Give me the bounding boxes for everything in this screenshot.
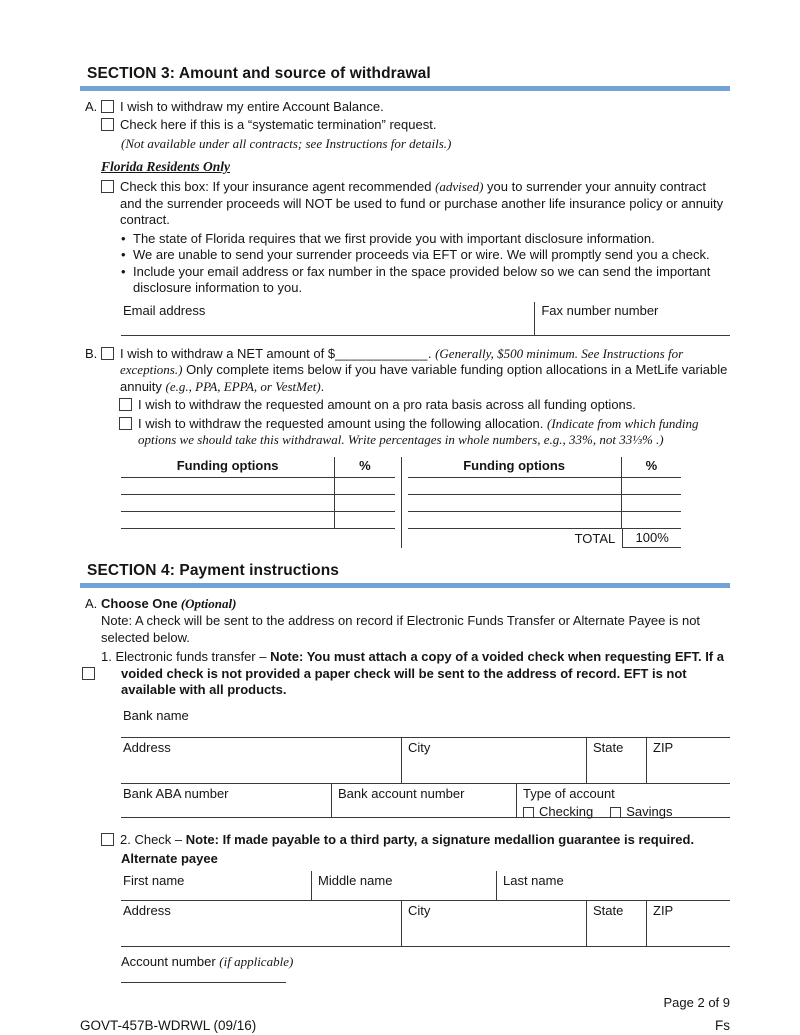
eft-checkbox[interactable] xyxy=(82,667,95,680)
item-b xyxy=(80,346,730,549)
payee-address-row xyxy=(121,901,730,947)
section-3 xyxy=(80,64,730,548)
pro-rata-checkbox[interactable] xyxy=(119,398,132,411)
total-percent: 100% xyxy=(623,529,681,548)
bank-address-field[interactable] xyxy=(121,738,401,783)
section-3-title: SECTION 3: Amount and source of withdrawal xyxy=(87,65,431,82)
funding-row xyxy=(408,478,682,495)
last-name-label: Last name xyxy=(503,872,564,888)
florida-checkbox[interactable] xyxy=(101,180,114,193)
choose-one-label: Choose One xyxy=(101,595,178,611)
form-content xyxy=(80,64,730,1034)
item-a xyxy=(80,99,730,336)
funding-row xyxy=(121,478,395,495)
address-label: Address xyxy=(123,902,171,918)
entire-balance-label: I wish to withdraw my entire Account Balance. xyxy=(120,98,384,114)
florida-bullet-3: • Include your email address or fax number in the space provided below so we can send the important disclosure information to you. xyxy=(121,264,730,297)
florida-residents-heading: Florida Residents Only xyxy=(101,159,231,175)
funding-option-cell[interactable] xyxy=(121,478,335,494)
systematic-termination-option xyxy=(101,117,730,134)
bank-aba-label: Bank ABA number xyxy=(123,785,229,801)
zip-label: ZIP xyxy=(653,739,674,755)
state-label: State xyxy=(593,739,624,755)
item-a-payment xyxy=(80,596,730,984)
contact-fields-row xyxy=(121,302,730,336)
bank-city-field[interactable] xyxy=(401,738,586,783)
funding-option-cell[interactable] xyxy=(408,495,622,511)
check-payment-checkbox[interactable] xyxy=(101,833,114,846)
systematic-termination-label: Check here if this is a “systematic termination” request. xyxy=(120,117,437,133)
allocation-checkbox[interactable] xyxy=(119,417,132,430)
percent-header: % xyxy=(645,457,658,473)
percent-cell[interactable] xyxy=(622,495,681,511)
bank-aba-field[interactable] xyxy=(121,784,331,817)
choose-one-line xyxy=(101,596,730,613)
funding-row xyxy=(121,512,395,529)
bank-name-field[interactable] xyxy=(121,708,730,738)
check-payment-bold-note: Note: If made payable to a third party, a signature medallion guarantee is required. xyxy=(185,831,695,847)
funding-table-left xyxy=(121,457,395,549)
net-amount-text-3: Only complete items below if you have variable funding option allocations in a MetLife variable annuity xyxy=(120,362,728,394)
payee-zip-field[interactable] xyxy=(646,901,730,946)
net-amount-italic-1: (Generally, $500 minimum. See Instructions for exceptions.) xyxy=(120,345,684,378)
florida-bullets xyxy=(121,231,730,297)
section-3-accent-bar xyxy=(80,86,730,91)
florida-text-2: you to surrender your annuity contract and the surrender proceeds will NOT be used to fund or purchase another life insurance policy or annuity contract. xyxy=(120,179,724,228)
total-label: TOTAL xyxy=(408,529,624,548)
funding-option-cell[interactable] xyxy=(408,512,622,528)
state-label: State xyxy=(593,902,624,918)
middle-name-label: Middle name xyxy=(318,872,393,888)
net-amount-label xyxy=(120,346,730,396)
account-number-italic: (if applicable) xyxy=(219,953,294,969)
item-b-letter: B. xyxy=(85,345,98,361)
funding-row xyxy=(408,495,682,512)
eft-text: 1. Electronic funds transfer – xyxy=(101,649,271,665)
percent-cell[interactable] xyxy=(622,478,681,494)
bank-numbers-row xyxy=(121,784,730,818)
pro-rata-label: I wish to withdraw the requested amount on a pro rata basis across all funding options. xyxy=(138,397,636,413)
email-address-label: Email address xyxy=(123,302,206,318)
account-number-field[interactable] xyxy=(121,970,286,983)
eft-label xyxy=(101,649,730,699)
fax-number-label: Fax number number xyxy=(541,302,659,318)
checking-checkbox[interactable] xyxy=(523,807,534,818)
payee-first-name-field[interactable] xyxy=(121,871,311,900)
allocation-label xyxy=(138,416,730,449)
savings-label: Savings xyxy=(626,804,673,820)
section-4-title: SECTION 4: Payment instructions xyxy=(87,562,340,580)
florida-text-italic: (advised) xyxy=(435,179,484,195)
net-amount-text-2: . xyxy=(427,345,436,361)
payee-state-field[interactable] xyxy=(586,901,646,946)
optional-label: (Optional) xyxy=(177,595,237,611)
account-type-field xyxy=(516,784,730,820)
city-label: City xyxy=(408,739,431,755)
page-footer xyxy=(80,1017,730,1034)
bank-name-label: Bank name xyxy=(123,707,189,723)
email-address-field[interactable] xyxy=(121,302,534,335)
funding-option-cell[interactable] xyxy=(408,478,622,494)
bank-address-row xyxy=(121,738,730,784)
funding-total-row xyxy=(408,529,682,548)
bank-zip-field[interactable] xyxy=(646,738,730,783)
net-amount-text-4: . xyxy=(320,378,325,394)
percent-cell[interactable] xyxy=(335,478,394,494)
entire-balance-checkbox[interactable] xyxy=(101,100,114,113)
savings-checkbox[interactable] xyxy=(610,807,621,818)
item-a-payment-letter: A. xyxy=(85,595,98,611)
zip-label: ZIP xyxy=(653,902,674,918)
florida-bullet-1: • The state of Florida requires that we first provide you with important disclosure information. xyxy=(121,231,730,248)
funding-table-right-header xyxy=(408,457,682,479)
allocation-option xyxy=(119,416,730,449)
allocation-text: I wish to withdraw the requested amount using the following allocation. xyxy=(138,415,548,431)
net-amount-italic-2: (e.g., PPA, EPPA, or VestMet) xyxy=(165,378,321,394)
funding-table-left-header xyxy=(121,457,395,479)
account-type-label: Type of account xyxy=(523,785,615,801)
funding-table-right xyxy=(408,457,682,549)
item-a-letter: A. xyxy=(85,98,98,114)
eft-option xyxy=(101,649,730,699)
check-payment-text: 2. Check – xyxy=(120,831,186,847)
pro-rata-option xyxy=(119,397,730,414)
funding-option-cell[interactable] xyxy=(121,512,335,528)
checking-label: Checking xyxy=(539,804,594,820)
florida-option xyxy=(101,179,730,229)
net-amount-text-1: I wish to withdraw a NET amount of $ xyxy=(120,345,336,361)
funding-options-table xyxy=(121,457,681,549)
funding-row xyxy=(408,512,682,529)
percent-cell[interactable] xyxy=(622,512,681,528)
payee-name-row xyxy=(121,871,730,901)
funding-option-cell[interactable] xyxy=(121,495,335,511)
percent-cell[interactable] xyxy=(335,512,394,528)
percent-header: % xyxy=(359,457,371,473)
footer-code: Fs xyxy=(715,1017,730,1033)
check-payment-option xyxy=(101,832,730,849)
bank-state-field[interactable] xyxy=(586,738,646,783)
florida-text-1: Check this box: If your insurance agent recommended xyxy=(120,179,436,195)
payment-note: Note: A check will be sent to the address on record if Electronic Funds Transfer or Alternate Payee is not selected below. xyxy=(101,613,701,645)
address-label: Address xyxy=(123,739,171,755)
city-label: City xyxy=(408,902,431,918)
net-amount-blank[interactable]: ____________ xyxy=(335,345,428,361)
alternate-payee-heading: Alternate payee xyxy=(121,851,218,867)
account-number-label-line xyxy=(121,954,730,971)
section-4-accent-bar xyxy=(80,583,730,588)
first-name-label: First name xyxy=(123,872,185,888)
net-amount-option xyxy=(101,346,730,396)
check-payment-label xyxy=(120,832,730,849)
systematic-termination-note: (Not available under all contracts; see Instructions for details.) xyxy=(121,135,452,151)
allocation-text-italic: (Indicate from which funding options we should take this withdrawal. Write percentages in whole numbers, e.g., 33%, not 33⅓% .) xyxy=(138,415,699,448)
payee-last-name-field[interactable] xyxy=(496,871,730,900)
net-amount-checkbox[interactable] xyxy=(101,347,114,360)
payee-middle-name-field[interactable] xyxy=(311,871,496,900)
florida-bullet-2: • We are unable to send your surrender proceeds via EFT or wire. We will promptly send you a check. xyxy=(121,247,730,264)
page-number: Page 2 of 9 xyxy=(663,995,730,1011)
funding-options-header: Funding options xyxy=(121,457,335,478)
fax-number-field[interactable] xyxy=(534,302,730,335)
systematic-termination-checkbox[interactable] xyxy=(101,118,114,131)
bank-account-field[interactable] xyxy=(331,784,516,817)
account-type-options xyxy=(523,804,726,821)
account-number-label: Account number xyxy=(121,953,220,969)
funding-table-divider xyxy=(401,457,402,549)
bank-account-label: Bank account number xyxy=(338,785,465,801)
funding-row xyxy=(121,495,395,512)
entire-balance-option xyxy=(101,99,730,116)
eft-bold-note: Note: You must attach a copy of a voided check when requesting EFT. If a voided check is not provided a paper check will be sent to the address of record. EFT is not available with all products. xyxy=(121,649,724,698)
form-number: GOVT-457B-WDRWL (09/16) xyxy=(80,1017,257,1033)
section-4 xyxy=(80,561,730,983)
florida-label xyxy=(120,179,730,229)
percent-cell[interactable] xyxy=(335,495,394,511)
funding-options-header: Funding options xyxy=(408,457,622,478)
payee-city-field[interactable] xyxy=(401,901,586,946)
payee-address-field[interactable] xyxy=(121,901,401,946)
